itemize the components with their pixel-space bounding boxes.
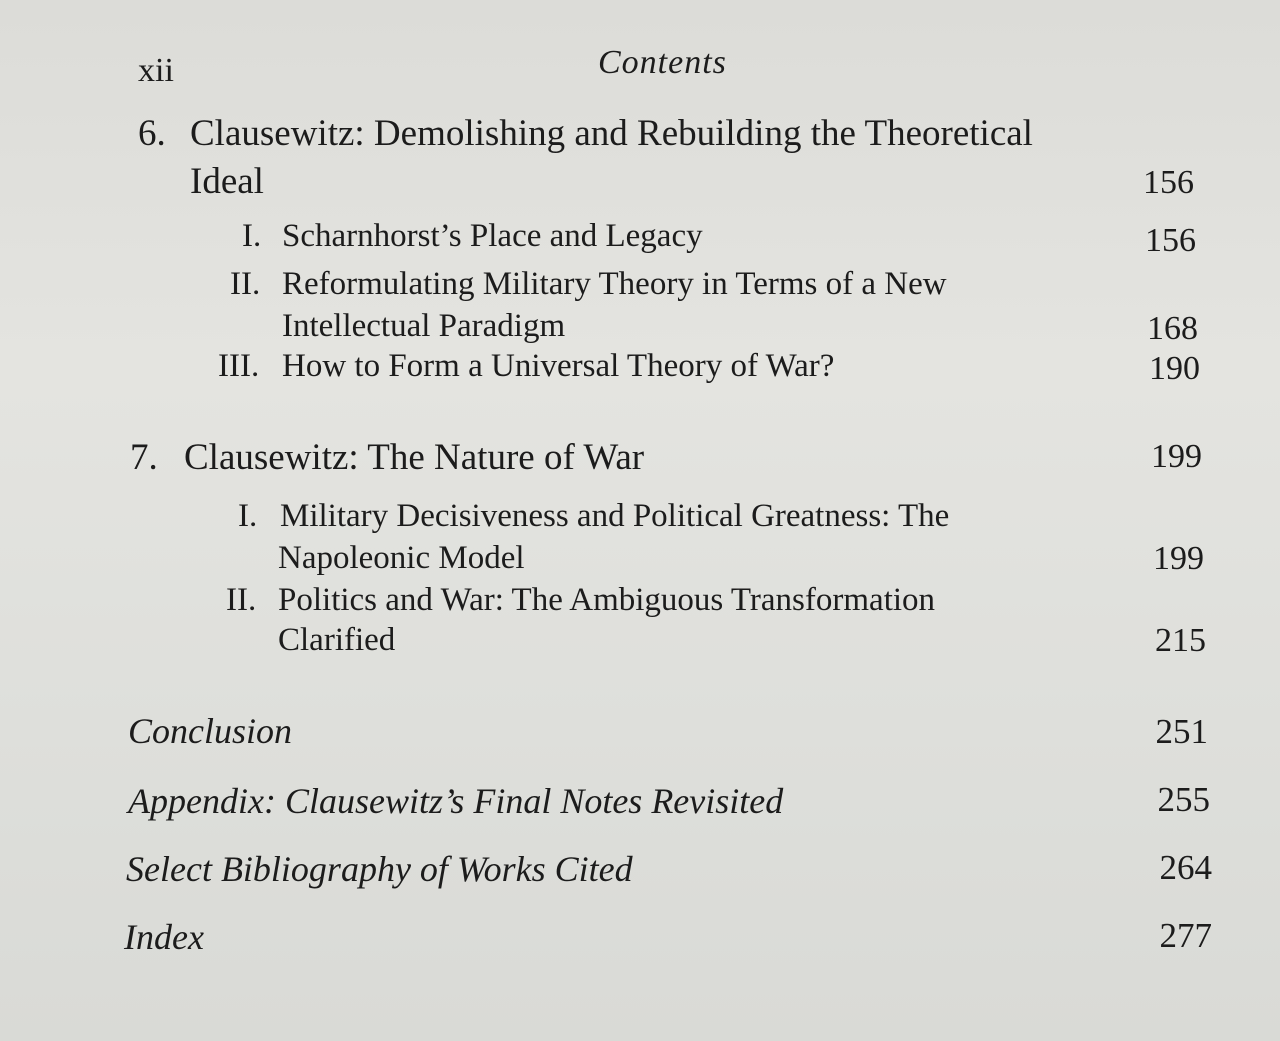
section-title-line2: Intellectual Paradigm bbox=[282, 308, 566, 344]
section-numeral: II. bbox=[226, 582, 257, 618]
entry-page-number: 264 bbox=[1159, 848, 1212, 887]
running-title: Contents bbox=[598, 44, 727, 81]
section-title-line2: Napoleonic Model bbox=[278, 540, 525, 576]
chapter-title: Clausewitz: The Nature of War bbox=[184, 437, 645, 478]
header-page-number: xii bbox=[138, 52, 174, 89]
section-title-line1: Reformulating Military Theory in Terms of a New bbox=[282, 266, 947, 302]
chapter-title-line1: Clausewitz: Demolishing and Rebuilding the Theoretical bbox=[190, 113, 1033, 154]
section-page-number: 156 bbox=[1145, 222, 1196, 259]
section-page-number: 215 bbox=[1155, 622, 1206, 659]
section-title-line1: Military Decisiveness and Political Greatness: The bbox=[280, 498, 950, 534]
section-numeral: II. bbox=[230, 266, 261, 302]
chapter-page-number: 156 bbox=[1143, 164, 1194, 201]
section-numeral: III. bbox=[218, 348, 260, 384]
entry-title: Appendix: Clausewitz’s Final Notes Revisited bbox=[128, 781, 784, 821]
entry-page-number: 277 bbox=[1159, 916, 1212, 955]
entry-page-number: 251 bbox=[1155, 712, 1208, 751]
chapter-number: 6. bbox=[138, 113, 166, 154]
section-numeral: I. bbox=[242, 218, 262, 254]
section-page-number: 199 bbox=[1153, 540, 1204, 577]
section-page-number: 168 bbox=[1147, 310, 1198, 347]
section-title: How to Form a Universal Theory of War? bbox=[282, 348, 835, 384]
entry-title: Conclusion bbox=[128, 711, 293, 751]
section-title: Scharnhorst’s Place and Legacy bbox=[282, 218, 703, 254]
section-numeral: I. bbox=[238, 498, 258, 534]
section-title-line2: Clarified bbox=[278, 622, 396, 658]
section-page-number: 190 bbox=[1149, 350, 1200, 387]
chapter-page-number: 199 bbox=[1151, 438, 1202, 475]
entry-title: Index bbox=[124, 917, 204, 957]
chapter-number: 7. bbox=[130, 437, 158, 478]
entry-title: Select Bibliography of Works Cited bbox=[126, 849, 633, 889]
entry-page-number: 255 bbox=[1157, 780, 1210, 819]
chapter-title-line2: Ideal bbox=[190, 161, 264, 202]
section-title-line1: Politics and War: The Ambiguous Transformation bbox=[278, 582, 936, 618]
